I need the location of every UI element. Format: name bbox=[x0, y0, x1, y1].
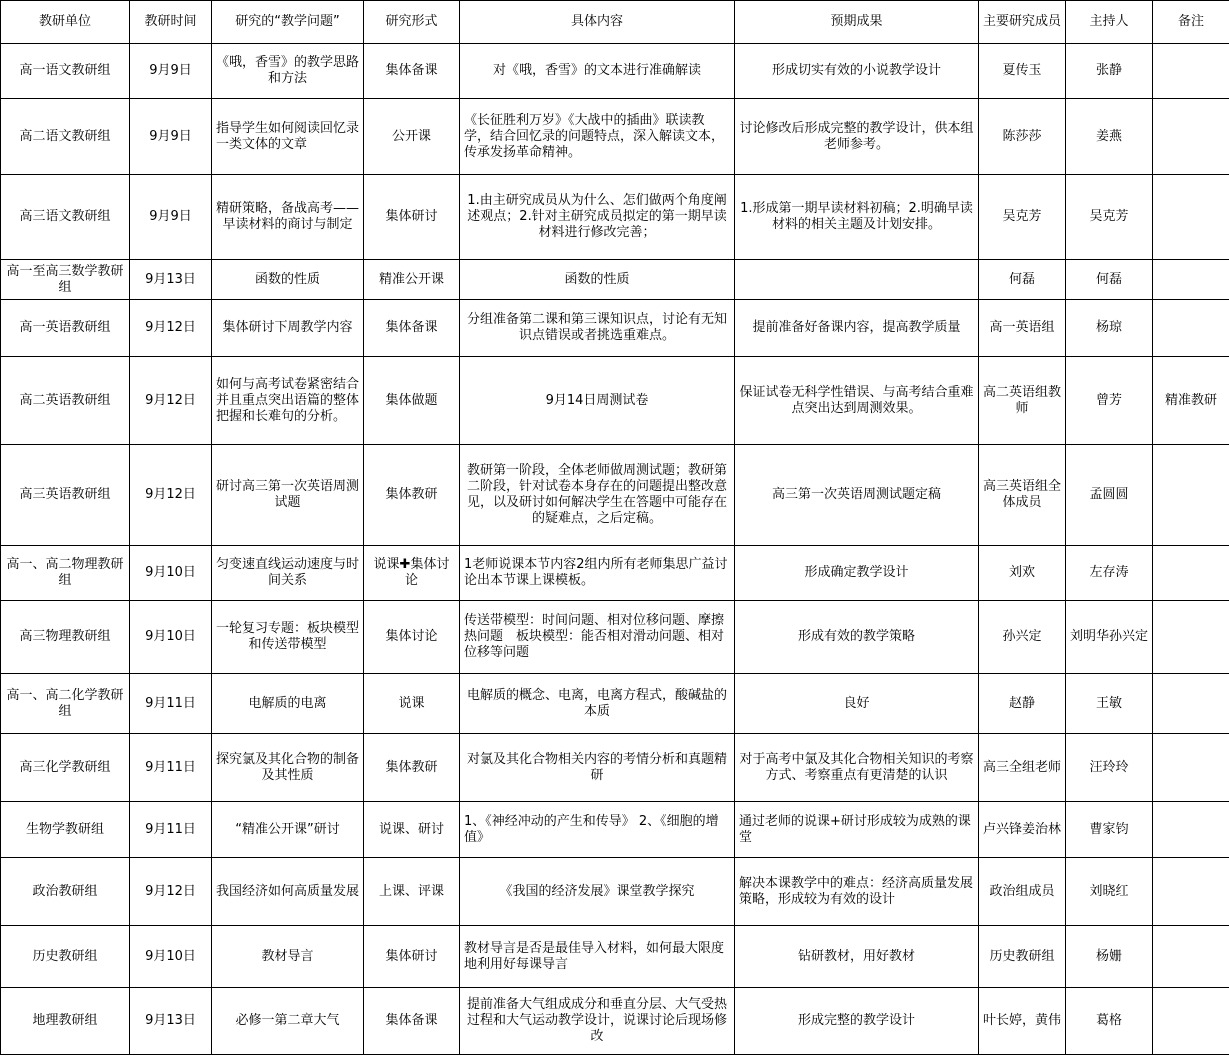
cell-outcome: 形成有效的教学策略 bbox=[735, 601, 979, 674]
cell-form: 精准公开课 bbox=[364, 260, 460, 300]
cell-members: 赵静 bbox=[979, 674, 1066, 734]
cell-note bbox=[1153, 858, 1229, 926]
cell-unit: 历史教研组 bbox=[1, 926, 130, 988]
cell-unit: 高三英语教研组 bbox=[1, 445, 130, 546]
cell-note bbox=[1153, 601, 1229, 674]
header-members: 主要研究成员 bbox=[979, 1, 1066, 44]
table-row bbox=[1, 357, 1229, 445]
cell-form: 上课、评课 bbox=[364, 858, 460, 926]
cell-host: 杨姗 bbox=[1066, 926, 1153, 988]
table-row bbox=[1, 445, 1229, 546]
cell-time: 9月11日 bbox=[130, 734, 212, 802]
cell-outcome: 良好 bbox=[735, 674, 979, 734]
cell-host: 姜燕 bbox=[1066, 99, 1153, 175]
table-row bbox=[1, 926, 1229, 988]
cell-problem: 教材导言 bbox=[212, 926, 364, 988]
cell-problem: 如何与高考试卷紧密结合并且重点突出语篇的整体把握和长难句的分析。 bbox=[212, 357, 364, 445]
cell-unit: 高一、高二物理教研组 bbox=[1, 546, 130, 601]
table-row bbox=[1, 734, 1229, 802]
cell-host: 刘明华孙兴定 bbox=[1066, 601, 1153, 674]
cell-outcome: 保证试卷无科学性错误、与高考结合重难点突出达到周测效果。 bbox=[735, 357, 979, 445]
cell-note bbox=[1153, 300, 1229, 357]
cell-problem: 精研策略，备战高考——早读材料的商讨与制定 bbox=[212, 175, 364, 260]
cell-unit: 高一、高二化学教研组 bbox=[1, 674, 130, 734]
cell-host: 曹家钧 bbox=[1066, 802, 1153, 858]
cell-unit: 高二语文教研组 bbox=[1, 99, 130, 175]
cell-time: 9月10日 bbox=[130, 601, 212, 674]
cell-problem: 匀变速直线运动速度与时间关系 bbox=[212, 546, 364, 601]
cell-content: 对氯及其化合物相关内容的考情分析和真题精研 bbox=[460, 734, 735, 802]
cell-problem: 集体研讨下周教学内容 bbox=[212, 300, 364, 357]
table-row bbox=[1, 858, 1229, 926]
cell-form: 说课 bbox=[364, 674, 460, 734]
cell-unit: 高一语文教研组 bbox=[1, 44, 130, 99]
cell-outcome: 形成切实有效的小说教学设计 bbox=[735, 44, 979, 99]
cell-time: 9月12日 bbox=[130, 445, 212, 546]
cell-note bbox=[1153, 988, 1229, 1055]
cell-note bbox=[1153, 44, 1229, 99]
header-row bbox=[1, 1, 1229, 44]
header-outcome: 预期成果 bbox=[735, 1, 979, 44]
cell-members: 刘欢 bbox=[979, 546, 1066, 601]
cell-unit: 地理教研组 bbox=[1, 988, 130, 1055]
table-row bbox=[1, 601, 1229, 674]
cell-problem: 函数的性质 bbox=[212, 260, 364, 300]
table-row bbox=[1, 802, 1229, 858]
cell-unit: 高三化学教研组 bbox=[1, 734, 130, 802]
header-note: 备注 bbox=[1153, 1, 1229, 44]
cell-content: 《长征胜利万岁》《大战中的插曲》联读教学，结合回忆录的问题特点，深入解读文本，传承发扬革命精神。 bbox=[460, 99, 735, 175]
cell-outcome bbox=[735, 260, 979, 300]
cell-time: 9月13日 bbox=[130, 988, 212, 1055]
cell-form: 集体备课 bbox=[364, 988, 460, 1055]
cell-form: 说课✚集体讨论 bbox=[364, 546, 460, 601]
cell-unit: 生物学教研组 bbox=[1, 802, 130, 858]
cell-content: 提前准备大气组成成分和垂直分层、大气受热过程和大气运动教学设计，说课讨论后现场修改 bbox=[460, 988, 735, 1055]
cell-members: 高一英语组 bbox=[979, 300, 1066, 357]
cell-form: 集体研讨 bbox=[364, 175, 460, 260]
cell-form: 集体做题 bbox=[364, 357, 460, 445]
cell-outcome: 讨论修改后形成完整的教学设计，供本组老师参考。 bbox=[735, 99, 979, 175]
cell-host: 曾芳 bbox=[1066, 357, 1153, 445]
cell-members: 何磊 bbox=[979, 260, 1066, 300]
cell-problem: 指导学生如何阅读回忆录一类文体的文章 bbox=[212, 99, 364, 175]
cell-host: 葛格 bbox=[1066, 988, 1153, 1055]
cell-form: 说课、研讨 bbox=[364, 802, 460, 858]
cell-host: 张静 bbox=[1066, 44, 1153, 99]
cell-note bbox=[1153, 734, 1229, 802]
cell-members: 吴克芳 bbox=[979, 175, 1066, 260]
header-unit: 教研单位 bbox=[1, 1, 130, 44]
cell-host: 杨琼 bbox=[1066, 300, 1153, 357]
cell-content: 电解质的概念、电离，电离方程式，酸碱盐的本质 bbox=[460, 674, 735, 734]
cell-host: 吴克芳 bbox=[1066, 175, 1153, 260]
cell-members: 高三全组老师 bbox=[979, 734, 1066, 802]
cell-form: 公开课 bbox=[364, 99, 460, 175]
cell-members: 孙兴定 bbox=[979, 601, 1066, 674]
cell-problem: 探究氯及其化合物的制备及其性质 bbox=[212, 734, 364, 802]
cell-time: 9月9日 bbox=[130, 44, 212, 99]
cell-form: 集体讨论 bbox=[364, 601, 460, 674]
header-content: 具体内容 bbox=[460, 1, 735, 44]
table-row bbox=[1, 546, 1229, 601]
cell-content: 1.由主研究成员从为什么、怎们做两个角度阐述观点；2.针对主研究成员拟定的第一期早读材料进行修改完善； bbox=[460, 175, 735, 260]
cell-time: 9月10日 bbox=[130, 546, 212, 601]
table-row bbox=[1, 988, 1229, 1055]
cell-content: 传送带模型：时间问题、相对位移问题、摩擦热问题 板块模型：能否相对滑动问题、相对位移等问题 bbox=[460, 601, 735, 674]
cell-outcome: 高三第一次英语周测试题定稿 bbox=[735, 445, 979, 546]
cell-members: 卢兴锋姜治林 bbox=[979, 802, 1066, 858]
cell-outcome: 钻研教材，用好教材 bbox=[735, 926, 979, 988]
cell-content: 分组准备第二课和第三课知识点，讨论有无知识点错误或者挑选重难点。 bbox=[460, 300, 735, 357]
cell-outcome: 对于高考中氯及其化合物相关知识的考察方式、考察重点有更清楚的认识 bbox=[735, 734, 979, 802]
cell-note bbox=[1153, 260, 1229, 300]
cell-content: 对《哦，香雪》的文本进行准确解读 bbox=[460, 44, 735, 99]
cell-outcome: 解决本课教学中的难点：经济高质量发展策略，形成较为有效的设计 bbox=[735, 858, 979, 926]
cell-members: 历史教研组 bbox=[979, 926, 1066, 988]
cell-note bbox=[1153, 926, 1229, 988]
cell-content: 1老师说课本节内容2组内所有老师集思广益讨论出本节课上课模板。 bbox=[460, 546, 735, 601]
cell-host: 刘晓红 bbox=[1066, 858, 1153, 926]
cell-content: 教材导言是否是最佳导入材料，如何最大限度地利用好每课导言 bbox=[460, 926, 735, 988]
cell-problem: 研讨高三第一次英语周测试题 bbox=[212, 445, 364, 546]
cell-time: 9月13日 bbox=[130, 260, 212, 300]
cell-note: 精准教研 bbox=[1153, 357, 1229, 445]
cell-note bbox=[1153, 99, 1229, 175]
table-row bbox=[1, 300, 1229, 357]
cell-content: 《我国的经济发展》课堂教学探究 bbox=[460, 858, 735, 926]
cell-note bbox=[1153, 546, 1229, 601]
cell-unit: 高二英语教研组 bbox=[1, 357, 130, 445]
cell-time: 9月9日 bbox=[130, 99, 212, 175]
cell-form: 集体备课 bbox=[364, 44, 460, 99]
cell-time: 9月12日 bbox=[130, 300, 212, 357]
cell-time: 9月11日 bbox=[130, 802, 212, 858]
cell-unit: 政治教研组 bbox=[1, 858, 130, 926]
cell-unit: 高三语文教研组 bbox=[1, 175, 130, 260]
cell-content: 9月14日周测试卷 bbox=[460, 357, 735, 445]
cell-outcome: 提前准备好备课内容，提高教学质量 bbox=[735, 300, 979, 357]
cell-note bbox=[1153, 802, 1229, 858]
cell-content: 函数的性质 bbox=[460, 260, 735, 300]
table-row bbox=[1, 175, 1229, 260]
cell-members: 夏传玉 bbox=[979, 44, 1066, 99]
cell-host: 何磊 bbox=[1066, 260, 1153, 300]
cell-members: 高三英语组全体成员 bbox=[979, 445, 1066, 546]
cell-content: 1、《神经冲动的产生和传导》 2、《细胞的增值》 bbox=[460, 802, 735, 858]
cell-content: 教研第一阶段，全体老师做周测试题；教研第二阶段，针对试卷本身存在的问题提出整改意见，以及研讨如何解决学生在答题中可能存在的疑难点，之后定稿。 bbox=[460, 445, 735, 546]
cell-problem: 一轮复习专题：板块模型和传送带模型 bbox=[212, 601, 364, 674]
header-host: 主持人 bbox=[1066, 1, 1153, 44]
cell-note bbox=[1153, 445, 1229, 546]
header-problem: 研究的“教学问题” bbox=[212, 1, 364, 44]
cell-unit: 高三物理教研组 bbox=[1, 601, 130, 674]
cell-problem: 我国经济如何高质量发展 bbox=[212, 858, 364, 926]
cell-form: 集体教研 bbox=[364, 734, 460, 802]
cell-note bbox=[1153, 175, 1229, 260]
cell-problem: “精准公开课”研讨 bbox=[212, 802, 364, 858]
cell-host: 孟圆圆 bbox=[1066, 445, 1153, 546]
table-row bbox=[1, 44, 1229, 99]
cell-outcome: 通过老师的说课+研讨形成较为成熟的课堂 bbox=[735, 802, 979, 858]
cell-problem: 《哦，香雪》的教学思路和方法 bbox=[212, 44, 364, 99]
cell-form: 集体教研 bbox=[364, 445, 460, 546]
cell-note bbox=[1153, 674, 1229, 734]
cell-host: 王敏 bbox=[1066, 674, 1153, 734]
header-time: 教研时间 bbox=[130, 1, 212, 44]
cell-outcome: 形成完整的教学设计 bbox=[735, 988, 979, 1055]
cell-time: 9月11日 bbox=[130, 674, 212, 734]
cell-members: 陈莎莎 bbox=[979, 99, 1066, 175]
cell-members: 叶长婷，黄伟 bbox=[979, 988, 1066, 1055]
cell-time: 9月12日 bbox=[130, 357, 212, 445]
cell-host: 左存涛 bbox=[1066, 546, 1153, 601]
table-row bbox=[1, 260, 1229, 300]
table-row bbox=[1, 674, 1229, 734]
cell-problem: 必修一第二章大气 bbox=[212, 988, 364, 1055]
cell-time: 9月10日 bbox=[130, 926, 212, 988]
cell-problem: 电解质的电离 bbox=[212, 674, 364, 734]
cell-time: 9月12日 bbox=[130, 858, 212, 926]
cell-host: 汪玲玲 bbox=[1066, 734, 1153, 802]
cell-unit: 高一英语教研组 bbox=[1, 300, 130, 357]
cell-members: 高二英语组教师 bbox=[979, 357, 1066, 445]
cell-outcome: 1.形成第一期早读材料初稿；2.明确早读材料的相关主题及计划安排。 bbox=[735, 175, 979, 260]
cell-time: 9月9日 bbox=[130, 175, 212, 260]
header-form: 研究形式 bbox=[364, 1, 460, 44]
cell-members: 政治组成员 bbox=[979, 858, 1066, 926]
table-row bbox=[1, 99, 1229, 175]
cell-outcome: 形成确定教学设计 bbox=[735, 546, 979, 601]
cell-form: 集体备课 bbox=[364, 300, 460, 357]
cell-unit: 高一至高三数学教研组 bbox=[1, 260, 130, 300]
cell-form: 集体研讨 bbox=[364, 926, 460, 988]
